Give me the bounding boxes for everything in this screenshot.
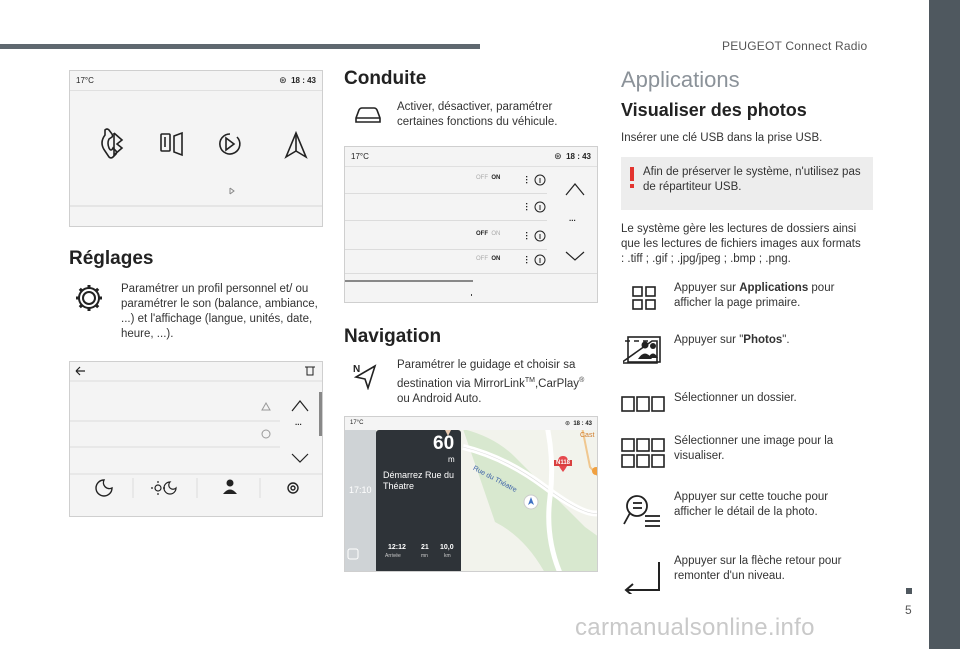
driving-dots: ... bbox=[569, 214, 576, 223]
home-screen-shot bbox=[69, 70, 323, 227]
navigation-arrow-icon bbox=[286, 133, 306, 157]
nav-arrival: 12:12 bbox=[388, 544, 406, 551]
intro-text: Insérer une clé USB dans la prise USB. bbox=[621, 132, 823, 144]
warning-icon bbox=[628, 167, 636, 189]
warning-small-icon bbox=[262, 403, 270, 410]
section-title-navigation: Navigation bbox=[344, 326, 442, 347]
play-icon bbox=[220, 134, 240, 154]
page-marker bbox=[906, 588, 912, 594]
step-2: Appuyer sur "Photos". bbox=[674, 334, 790, 346]
nav-minutes-label: mn bbox=[421, 553, 428, 559]
nav-km: 10,0 bbox=[440, 544, 454, 551]
toggle-4[interactable]: OFF ON bbox=[476, 256, 501, 262]
images-grid-icon bbox=[621, 437, 665, 469]
step-3: Sélectionner un dossier. bbox=[674, 392, 797, 404]
navigation-icon bbox=[352, 362, 378, 390]
map-road-label: N118 bbox=[556, 460, 571, 466]
step-1: Appuyer sur Applications pour afficher la page primaire. bbox=[674, 282, 835, 309]
subtitle-photos: Visualiser des photos bbox=[621, 100, 807, 120]
settings-gear-icon bbox=[74, 283, 104, 313]
nav-distance-unit: m bbox=[448, 455, 455, 464]
warning-text: Afin de préserver le système, n'utilisez pas de répartiteur USB. bbox=[643, 166, 861, 193]
clock: ⊛ 18 : 43 bbox=[554, 151, 591, 161]
bluetooth-small-icon bbox=[230, 188, 234, 194]
chevron-up-icon bbox=[566, 184, 584, 195]
navigation-text: Paramétrer le guidage et choisir sa destination via MirrorLink™,CarPlay® ou Android Auto. bbox=[397, 359, 585, 405]
step-5: Appuyer sur cette touche pour afficher le détail de la photo. bbox=[674, 491, 829, 518]
page-edge-band bbox=[929, 0, 960, 649]
brand-title: PEUGEOT Connect Radio bbox=[722, 39, 868, 53]
watermark: carmanualsonline.info bbox=[575, 614, 815, 641]
nav-temp: 17°C bbox=[350, 420, 364, 426]
nav-distance: 60 bbox=[433, 433, 455, 454]
header-rule bbox=[0, 44, 480, 49]
mirror-screen-icon bbox=[161, 133, 182, 155]
nav-clock: 17:10 bbox=[349, 485, 372, 495]
home-icons bbox=[70, 71, 323, 227]
nav-minutes: 21 bbox=[421, 544, 429, 551]
nav-time: ⊛ 18 : 43 bbox=[564, 421, 592, 427]
photos-icon bbox=[623, 333, 663, 365]
info-small-icon bbox=[262, 430, 270, 438]
position-arrow-icon bbox=[524, 495, 538, 509]
step-4: Sélectionner une image pour la visualiser. bbox=[674, 435, 834, 462]
settings-screen-drawing bbox=[70, 362, 323, 517]
photo-details-icon bbox=[622, 492, 662, 532]
section-title-applications: Applications bbox=[621, 67, 740, 92]
toggle-3[interactable]: OFF ON bbox=[476, 231, 501, 237]
back-arrow-icon bbox=[621, 560, 663, 594]
navigation-screen-shot bbox=[344, 416, 598, 572]
nav-instruction: Démarrez Rue du Théatre bbox=[383, 470, 455, 491]
clock: ⊛ 18 : 43 bbox=[279, 75, 316, 85]
car-icon bbox=[353, 104, 383, 126]
chevron-up-icon bbox=[292, 401, 308, 411]
conduite-text: Activer, désactiver, paramétrer certaines fonctions du véhicule. bbox=[397, 101, 558, 128]
reglages-text: Paramétrer un profil personnel et/ ou paramétrer le son (balance, ambiance, ...) et l'affichage (langue, unités, date, heure, ...). bbox=[121, 283, 318, 340]
map-street-label: Rue du Théatre bbox=[471, 465, 518, 494]
option-dots-icon bbox=[526, 176, 527, 263]
info-icon bbox=[535, 175, 545, 265]
map-place-label: Cast bbox=[580, 432, 595, 439]
night-mode-icon bbox=[96, 480, 112, 496]
driving-icons bbox=[345, 147, 598, 303]
settings-screen-shot bbox=[69, 361, 323, 517]
temperature: 17°C bbox=[76, 76, 94, 85]
day-night-icon bbox=[151, 481, 176, 495]
formats-text: Le système gère les lectures de dossiers ainsi que les lectures de fichiers images aux formats : .tiff ; .gif ; .jpg/jpeg ; .bmp ; .png. bbox=[621, 223, 861, 265]
page-number: 5 bbox=[905, 603, 912, 617]
temperature: 17°C bbox=[351, 152, 369, 161]
profile-icon bbox=[223, 480, 237, 495]
nav-arrival-label: Arrivée bbox=[385, 553, 401, 559]
nav-km-label: km bbox=[444, 553, 451, 559]
section-title-reglages: Réglages bbox=[69, 248, 154, 269]
chevron-down-icon bbox=[292, 454, 308, 462]
settings-small-icon bbox=[288, 483, 298, 493]
toggle-1[interactable]: OFF ON bbox=[476, 175, 501, 181]
applications-grid-icon bbox=[631, 285, 657, 311]
driving-screen-shot bbox=[344, 146, 598, 303]
folders-icon bbox=[621, 394, 665, 414]
warning-box bbox=[621, 157, 873, 210]
section-title-conduite: Conduite bbox=[344, 68, 427, 89]
svg-text:N: N bbox=[353, 364, 361, 375]
settings-dots: ... bbox=[295, 418, 302, 427]
chevron-down-icon bbox=[566, 252, 584, 260]
bluetooth-phone-icon bbox=[102, 129, 122, 158]
map-drawing bbox=[345, 417, 598, 572]
step-6: Appuyer sur la flèche retour pour remonter d'un niveau. bbox=[674, 555, 842, 582]
